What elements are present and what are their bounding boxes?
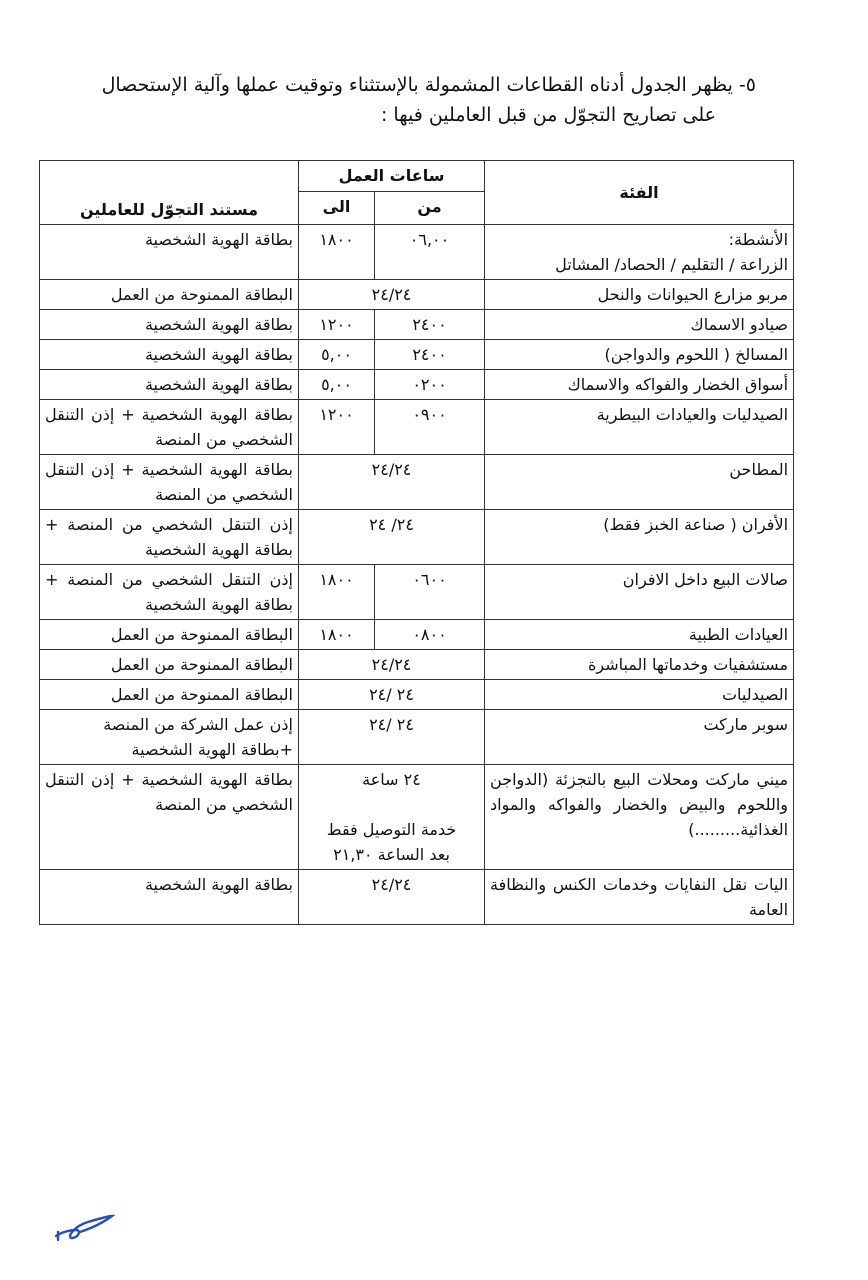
category-cell: [485, 510, 794, 565]
category-text: مربو مزارع الحيوانات والنحل: [597, 285, 789, 304]
category-cell: [485, 765, 794, 870]
category-text: المسالخ ( اللحوم والدواجن): [604, 345, 789, 364]
document-cell: إذن التنقل الشخصي من المنصة + بطاقة الهوية الشخصية: [40, 510, 299, 565]
intro-line-1: ٥- يظهر الجدول أدناه القطاعات المشمولة بالإستثناء وتوقيت عملها وآلية الإستحصال: [101, 74, 756, 96]
table-row: [40, 225, 794, 280]
table-row: [40, 340, 794, 370]
category-cell: [485, 400, 794, 455]
from-time-cell: ٠٩٠٠: [375, 400, 485, 455]
document-cell: بطاقة الهوية الشخصية + إذن التنقل الشخصي من المنصة: [40, 765, 299, 870]
table-row: [40, 565, 794, 620]
header-from: من: [375, 192, 485, 225]
category-text: الأفران ( صناعة الخبز فقط): [603, 515, 789, 534]
to-time-cell: ١٨٠٠: [299, 620, 375, 650]
header-to: الى: [299, 192, 375, 225]
hours-span-cell: [299, 765, 485, 870]
category-text: المطاحن: [729, 460, 789, 479]
document-cell: البطاقة الممنوحة من العمل: [40, 650, 299, 680]
category-cell: [485, 225, 794, 280]
hours-span-cell: ٢٤ /٢٤: [299, 680, 485, 710]
category-cell: [485, 650, 794, 680]
from-time-cell: ٠٦,٠٠: [375, 225, 485, 280]
document-cell: بطاقة الهوية الشخصية: [40, 370, 299, 400]
table-row: [40, 620, 794, 650]
table-row: [40, 650, 794, 680]
document-text: +بطاقة الهوية الشخصية: [131, 740, 293, 759]
table-row: [40, 455, 794, 510]
table-row: [40, 510, 794, 565]
hours-text: خدمة التوصيل فقط: [326, 820, 457, 839]
category-cell: [485, 455, 794, 510]
category-text: الأنشطة:: [728, 230, 789, 249]
document-cell: إذن التنقل الشخصي من المنصة + بطاقة الهوية الشخصية: [40, 565, 299, 620]
category-cell: [485, 680, 794, 710]
category-text: سوبر ماركت: [703, 715, 789, 734]
table-row: [40, 310, 794, 340]
table-row: [40, 765, 794, 870]
category-text: اليات نقل النفايات وخدمات الكنس والنظافة العامة: [490, 875, 789, 919]
hours-text: ٢٤ ساعة: [362, 770, 421, 789]
category-cell: [485, 870, 794, 925]
from-time-cell: ٢٤٠٠: [375, 310, 485, 340]
category-text: صيادو الاسماك: [690, 315, 789, 334]
document-cell: بطاقة الهوية الشخصية + إذن التنقل الشخصي من المنصة: [40, 455, 299, 510]
category-text: أسواق الخضار والفواكه والاسماك: [567, 375, 789, 394]
document-cell: [40, 710, 299, 765]
document-cell: بطاقة الهوية الشخصية: [40, 310, 299, 340]
table-row: [40, 710, 794, 765]
document-cell: البطاقة الممنوحة من العمل: [40, 680, 299, 710]
category-cell: [485, 565, 794, 620]
to-time-cell: ١٢٠٠: [299, 310, 375, 340]
intro-line-2: على تصاريح التجوّل من قبل العاملين فيها :: [380, 104, 716, 126]
from-time-cell: ٠٦٠٠: [375, 565, 485, 620]
document-cell: بطاقة الهوية الشخصية: [40, 870, 299, 925]
table-row: [40, 400, 794, 455]
hours-span-cell: ٢٤/٢٤: [299, 455, 485, 510]
to-time-cell: ٥,٠٠: [299, 340, 375, 370]
hours-span-cell: ٢٤/٢٤: [299, 650, 485, 680]
category-text: مستشفيات وخدماتها المباشرة: [587, 655, 789, 674]
category-text: الصيدليات: [721, 685, 789, 704]
category-cell: [485, 620, 794, 650]
table-row: [40, 280, 794, 310]
table-row: [40, 680, 794, 710]
from-time-cell: ٠٨٠٠: [375, 620, 485, 650]
to-time-cell: ١٢٠٠: [299, 400, 375, 455]
category-cell: [485, 280, 794, 310]
hours-span-cell: ٢٤/ ٢٤: [299, 510, 485, 565]
document-cell: بطاقة الهوية الشخصية + إذن التنقل الشخصي من المنصة: [40, 400, 299, 455]
from-time-cell: ٢٤٠٠: [375, 340, 485, 370]
to-time-cell: ١٨٠٠: [299, 225, 375, 280]
table-row: [40, 370, 794, 400]
table-header-row-1: [40, 161, 794, 192]
category-cell: [485, 370, 794, 400]
table-row: [40, 870, 794, 925]
signature-icon: [52, 1208, 116, 1244]
document-cell: بطاقة الهوية الشخصية: [40, 225, 299, 280]
category-text: ميني ماركت ومحلات البيع بالتجزئة (الدواجن واللحوم والبيض والخضار والفواكه والمواد الغذائية.........): [490, 770, 789, 839]
category-text: الزراعة / التقليم / الحصاد/ المشاتل: [555, 255, 789, 274]
category-cell: [485, 340, 794, 370]
hours-span-cell: ٢٤/٢٤: [299, 280, 485, 310]
document-cell: البطاقة الممنوحة من العمل: [40, 620, 299, 650]
category-text: العيادات الطبية: [688, 625, 789, 644]
category-text: الصيدليات والعيادات البيطرية: [596, 405, 789, 424]
header-document: مستند التجوّل للعاملين: [40, 161, 299, 225]
category-cell: [485, 710, 794, 765]
exceptions-table: [39, 160, 794, 925]
intro-paragraph: [76, 70, 756, 130]
hours-span-cell: ٢٤/٢٤: [299, 870, 485, 925]
hours-text: بعد الساعة ٢١,٣٠: [333, 845, 450, 864]
document-text: إذن عمل الشركة من المنصة: [103, 715, 293, 734]
to-time-cell: ٥,٠٠: [299, 370, 375, 400]
hours-span-cell: ٢٤ /٢٤: [299, 710, 485, 765]
document-cell: البطاقة الممنوحة من العمل: [40, 280, 299, 310]
category-cell: [485, 310, 794, 340]
header-hours: ساعات العمل: [299, 161, 485, 192]
from-time-cell: ٠٢٠٠: [375, 370, 485, 400]
category-text: صالات البيع داخل الافران: [622, 570, 789, 589]
to-time-cell: ١٨٠٠: [299, 565, 375, 620]
hours-text: [304, 792, 479, 817]
document-cell: بطاقة الهوية الشخصية: [40, 340, 299, 370]
header-category: الفئة: [485, 161, 794, 225]
